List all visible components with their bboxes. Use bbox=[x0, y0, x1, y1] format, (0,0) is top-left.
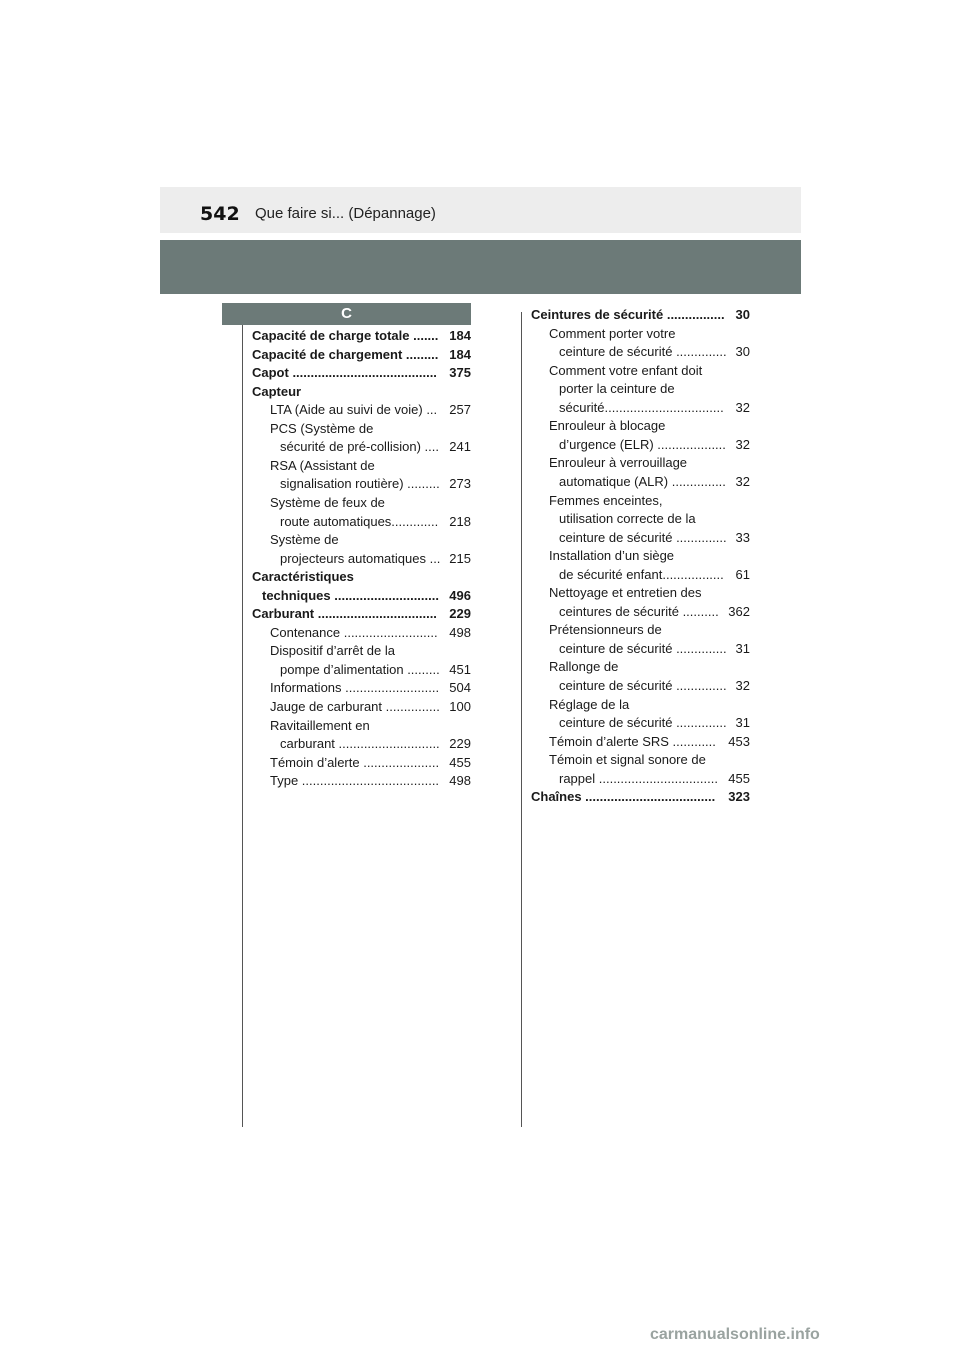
column-rule-left bbox=[242, 325, 243, 1127]
index-entry bbox=[559, 436, 750, 454]
index-entry-text: Caractéristiques bbox=[252, 569, 354, 585]
index-entry bbox=[270, 457, 471, 475]
index-entry bbox=[549, 621, 750, 639]
watermark-logo: carmanualsonline.info bbox=[650, 1326, 820, 1343]
index-entry bbox=[280, 438, 471, 456]
index-entry-text: Système de bbox=[270, 532, 339, 548]
index-entry bbox=[270, 754, 471, 772]
index-entry-text: techniques ............................. bbox=[262, 587, 439, 603]
index-entry-text: carburant ............................ bbox=[280, 736, 440, 752]
index-entry-text: Capteur bbox=[252, 383, 302, 399]
index-entry bbox=[559, 473, 750, 491]
index-entry bbox=[549, 584, 750, 602]
index-entry-page: 229 bbox=[449, 606, 471, 622]
index-entry-text: Témoin et signal sonore de bbox=[549, 752, 706, 768]
index-entry bbox=[280, 661, 471, 679]
index-entry bbox=[270, 401, 471, 419]
index-entry bbox=[549, 733, 750, 751]
index-entry-text: Réglage de la bbox=[549, 696, 630, 712]
index-entry bbox=[549, 417, 750, 435]
index-entry-page: 32 bbox=[735, 399, 750, 415]
index-entry bbox=[549, 325, 750, 343]
index-entry-text: sécurité................................. bbox=[559, 399, 724, 415]
index-entry-text: ceintures de sécurité .......... bbox=[559, 603, 719, 619]
index-entry bbox=[531, 306, 750, 324]
index-entry-text: sécurité de pré-collision) .... bbox=[280, 439, 439, 455]
index-entry-text: LTA (Aide au suivi de voie) ... bbox=[270, 402, 438, 418]
index-entry-text: Enrouleur à blocage bbox=[549, 418, 666, 434]
index-entry-text: ceinture de sécurité .............. bbox=[559, 344, 727, 360]
index-entry-text: ceinture de sécurité .............. bbox=[559, 678, 727, 693]
index-entry-text: Contenance .......................... bbox=[270, 624, 438, 640]
index-entry-page: 184 bbox=[449, 328, 471, 343]
index-entry-text: ceinture de sécurité .............. bbox=[559, 640, 727, 656]
index-entry bbox=[270, 420, 471, 438]
index-entry-text: Capacité de charge totale ....... bbox=[252, 328, 439, 343]
index-entry bbox=[252, 346, 471, 364]
index-entry-text: Informations .......................... bbox=[270, 680, 440, 696]
index-entry bbox=[559, 677, 750, 695]
index-entry-text: Ravitaillement en bbox=[270, 717, 370, 733]
index-entry bbox=[559, 380, 750, 398]
index-entry bbox=[270, 624, 471, 642]
index-entry-text: Témoin d’alerte ..................... bbox=[270, 754, 440, 770]
index-entry-page: 33 bbox=[735, 529, 750, 545]
index-entry-page: 455 bbox=[449, 754, 471, 770]
index-entry bbox=[559, 566, 750, 584]
index-entry bbox=[252, 605, 471, 623]
index-entry-page: 273 bbox=[449, 476, 471, 492]
index-entry-text: de sécurité enfant................. bbox=[559, 566, 724, 582]
index-entry bbox=[252, 364, 471, 382]
index-entry bbox=[270, 772, 471, 790]
index-entry bbox=[270, 642, 471, 660]
index-entry-text: rappel ................................. bbox=[559, 770, 718, 786]
index-entry-page: 498 bbox=[449, 624, 471, 640]
index-entry bbox=[262, 587, 471, 605]
index-entry bbox=[270, 531, 471, 549]
index-entry bbox=[252, 383, 471, 401]
index-entry-page: 241 bbox=[449, 439, 471, 455]
column-rule-middle bbox=[521, 312, 522, 1127]
index-entry-page: 215 bbox=[449, 550, 471, 566]
index-entry-page: 30 bbox=[735, 344, 750, 360]
index-entry bbox=[559, 770, 750, 788]
index-entry-page: 218 bbox=[449, 513, 471, 529]
index-entry-page: 32 bbox=[735, 678, 750, 693]
index-entry-text: RSA (Assistant de bbox=[270, 457, 375, 473]
index-entry-text: route automatiques............. bbox=[280, 513, 439, 529]
index-entry-text: utilisation correcte de la bbox=[559, 511, 696, 527]
index-entry-text: d’urgence (ELR) ................... bbox=[559, 436, 726, 452]
index-entry-page: 32 bbox=[735, 436, 750, 452]
index-entry bbox=[252, 568, 471, 586]
index-entry-text: Femmes enceintes, bbox=[549, 492, 663, 508]
index-entry bbox=[280, 735, 471, 753]
index-entry bbox=[559, 529, 750, 547]
index-entry-text: signalisation routière) ......... bbox=[280, 476, 440, 492]
index-entry bbox=[531, 788, 750, 806]
index-entry-page: 32 bbox=[735, 473, 750, 489]
index-entry-text: ceinture de sécurité .............. bbox=[559, 529, 727, 545]
index-entry-text: Dispositif d’arrêt de la bbox=[270, 643, 395, 659]
index-letter-tab: C bbox=[222, 303, 471, 325]
index-entry-page: 61 bbox=[735, 566, 750, 582]
index-entry-text: Témoin d’alerte SRS ............ bbox=[549, 733, 716, 749]
index-entry-page: 455 bbox=[728, 770, 750, 786]
page-number: 542 bbox=[200, 203, 240, 225]
index-entry-page: 184 bbox=[449, 346, 471, 362]
index-entry-text: Prétensionneurs de bbox=[549, 622, 662, 638]
index-entry-text: automatique (ALR) ............... bbox=[559, 473, 726, 489]
index-entry bbox=[559, 603, 750, 621]
index-entry bbox=[549, 658, 750, 676]
index-entry-text: porter la ceinture de bbox=[559, 381, 675, 397]
index-entry bbox=[270, 494, 471, 512]
index-entry bbox=[559, 714, 750, 732]
index-entry-page: 257 bbox=[449, 402, 471, 418]
index-entry-text: Ceintures de sécurité ................ bbox=[531, 307, 725, 322]
index-entry bbox=[549, 696, 750, 714]
index-entry-text: Jauge de carburant ............... bbox=[270, 699, 440, 714]
index-entry bbox=[280, 550, 471, 568]
index-entry-text: Type ...................................... bbox=[270, 773, 440, 789]
chapter-banner bbox=[160, 240, 801, 294]
index-entry-text: Chaînes .................................... bbox=[531, 789, 716, 805]
index-entry bbox=[270, 717, 471, 735]
index-entry bbox=[559, 640, 750, 658]
index-entry-page: 100 bbox=[449, 699, 471, 714]
index-entry-page: 229 bbox=[449, 736, 471, 752]
index-entry bbox=[549, 547, 750, 565]
index-entry-page: 323 bbox=[728, 789, 750, 805]
index-entry bbox=[559, 399, 750, 417]
index-entry-text: Système de feux de bbox=[270, 494, 385, 510]
index-entry-page: 496 bbox=[449, 587, 471, 603]
index-entry-text: Enrouleur à verrouillage bbox=[549, 455, 688, 471]
index-entry-text: Comment porter votre bbox=[549, 325, 676, 341]
index-entry-text: Installation d’un siège bbox=[549, 548, 675, 564]
index-entry bbox=[549, 492, 750, 510]
index-entry bbox=[280, 475, 471, 493]
index-entry-text: Nettoyage et entretien des bbox=[549, 585, 702, 601]
index-entry-text: Rallonge de bbox=[549, 659, 619, 675]
index-entry-text: Carburant ................................. bbox=[252, 606, 437, 622]
index-entry-text: pompe d’alimentation ......... bbox=[280, 661, 440, 677]
index-entry-text: PCS (Système de bbox=[270, 420, 374, 436]
index-entry-page: 498 bbox=[449, 773, 471, 789]
index-entry-page: 31 bbox=[735, 640, 750, 656]
index-entry bbox=[270, 679, 471, 697]
index-entry-page: 31 bbox=[735, 715, 750, 731]
index-entry bbox=[549, 454, 750, 472]
index-entry-page: 453 bbox=[728, 733, 750, 749]
index-entry bbox=[280, 513, 471, 531]
index-entry-page: 451 bbox=[449, 661, 471, 677]
index-entry-text: ceinture de sécurité .............. bbox=[559, 715, 727, 731]
index-entry-page: 362 bbox=[728, 603, 750, 619]
index-entry bbox=[549, 751, 750, 769]
index-entry bbox=[549, 362, 750, 380]
index-entry-page: 504 bbox=[449, 680, 471, 696]
index-entry-text: Capacité de chargement ......... bbox=[252, 346, 439, 362]
index-entry-text: projecteurs automatiques ... bbox=[280, 550, 441, 566]
section-title: Que faire si... (Dépannage) bbox=[255, 205, 436, 222]
index-entry bbox=[559, 343, 750, 361]
index-entry bbox=[559, 510, 750, 528]
index-entry-text: Comment votre enfant doit bbox=[549, 362, 703, 378]
index-entry bbox=[252, 327, 471, 345]
index-entry bbox=[270, 698, 471, 716]
index-entry-page: 30 bbox=[735, 307, 750, 322]
index-entry-page: 375 bbox=[449, 365, 471, 381]
index-entry-text: Capot ........................................ bbox=[252, 365, 437, 381]
